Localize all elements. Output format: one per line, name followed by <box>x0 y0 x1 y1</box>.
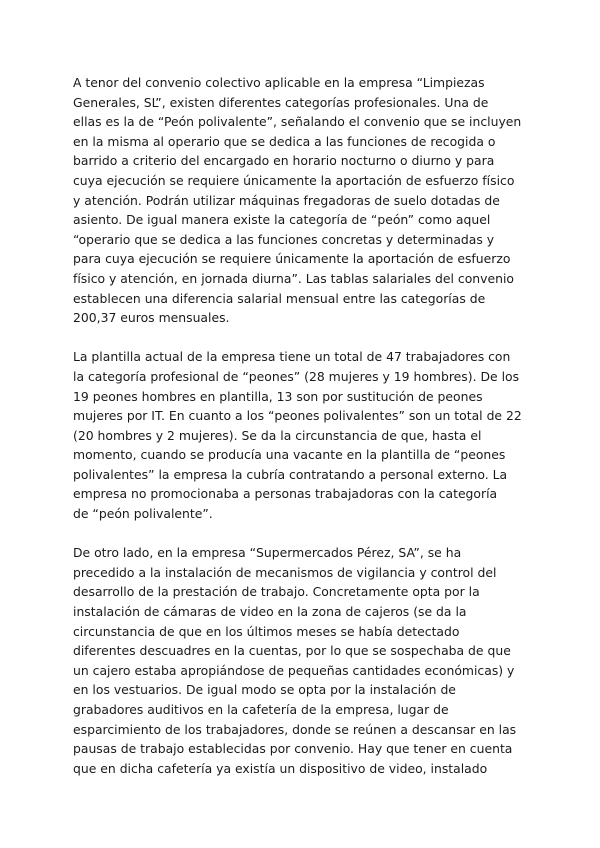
paragraph-limpiezas-categorias: A tenor del convenio colectivo aplicable en la empresa “Limpiezas Generales, SL”, existen diferentes categorías profesionales. Una de ellas es la de “Peón polivalente”, señalando el convenio que se incluyen en la misma al operario que se dedica a las funciones de recogida o barrido a criterio del encargado en horario nocturno o diurno y para cuya ejecución se requiere únicamente la aportación de esfuerzo físico y atención. Podrán utilizar máquinas fregadoras de suelo dotadas de asiento. De igual manera existe la categoría de “peón” como aquel “operario que se dedica a las funciones concretas y determinadas y para cuya ejecución se requiere únicamente la aportación de esfuerzo físico y atención, en jornada diurna”. Las tablas salariales del convenio establecen una diferencia salarial mensual entre las categorías de 200,37 euros mensuales. <box>73 75 522 326</box>
document-body <box>73 73 539 798</box>
paragraph-plantilla-peones: La plantilla actual de la empresa tiene un total de 47 trabajadores con la categoría profesional de “peones” (28 mujeres y 19 hombres). De los 19 peones hombres en plantilla, 13 son por sustitución de peones mujeres por IT. En cuanto a los “peones polivalentes” son un total de 22 (20 hombres y 2 mujeres). Se da la circunstancia de que, hasta el momento, cuando se producía una vacante en la plantilla de “peones polivalentes” la empresa la cubría contratando a personal externo. La empresa no promocionaba a personas trabajadoras con la categoría de “peón polivalente”. <box>73 349 522 522</box>
paragraph-supermercados-vigilancia: De otro lado, en la empresa “Supermercados Pérez, SA”, se ha precedido a la instalación de mecanismos de vigilancia y control del desarrollo de la prestación de trabajo. Concretamente opta por la instalación de cámaras de video en la zona de cajeros (se da la circunstancia de que en los últimos meses se había detectado diferentes descuadres en la cuentas, por lo que se sospechaba de que un cajero estaba apropiándose de pequeñas cantidades económicas) y en los vestuarios. De igual modo se opta por la instalación de grabadores auditivos en la cafetería de la empresa, lugar de esparcimiento de los trabajadores, donde se reúnen a descansar en las pausas de trabajo establecidas por convenio. Hay que tener en cuenta que en dicha cafetería ya existía un dispositivo de video, instalado <box>73 545 517 776</box>
